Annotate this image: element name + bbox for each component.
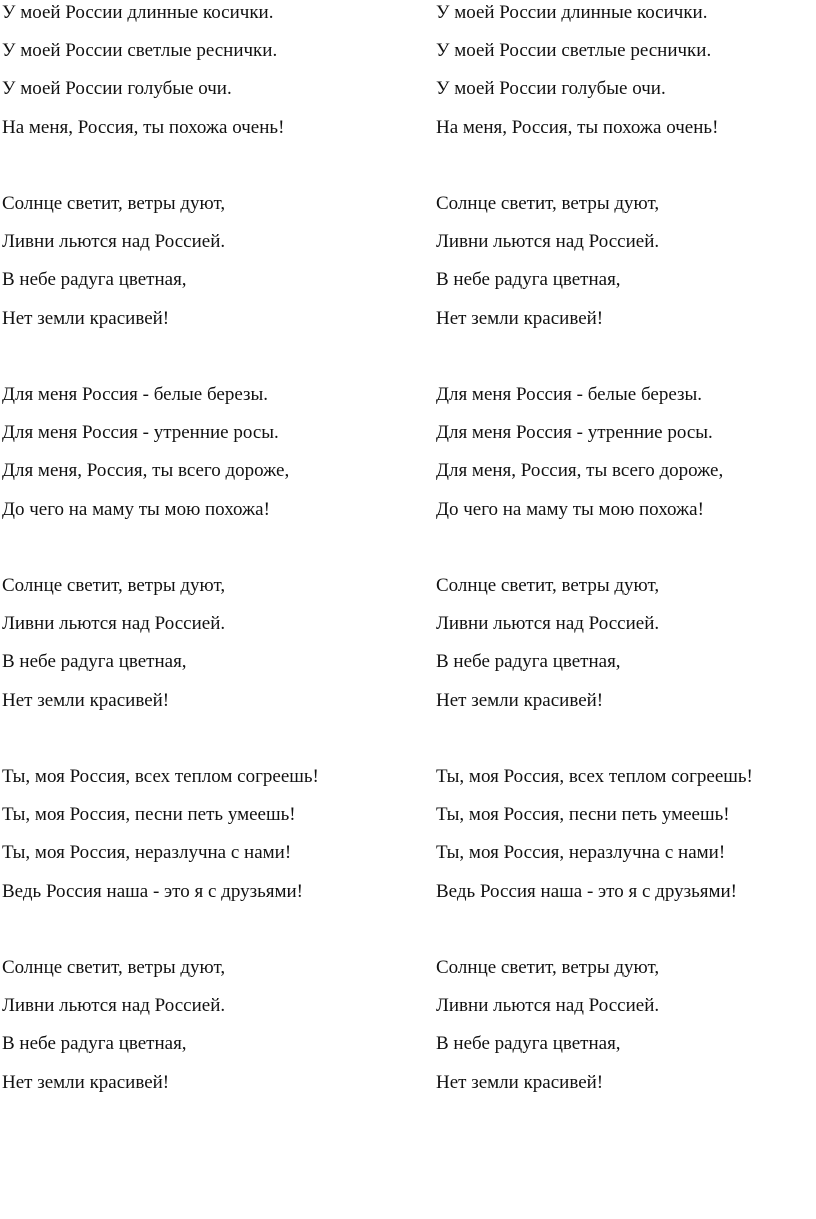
poem-line: В небе радуга цветная, (2, 651, 187, 673)
poem-line: Ливни льются над Россией. (2, 613, 226, 635)
poem-line: У моей России голубые очи. (2, 78, 232, 100)
poem-line: У моей России голубые очи. (436, 78, 666, 100)
poem-line: Солнце светит, ветры дуют, (436, 193, 660, 214)
poem-line: У моей России светлые реснички. (2, 40, 278, 62)
poem-line: Для меня, Россия, ты всего дороже, (436, 460, 724, 482)
poem-line: Для меня Россия - утренние росы. (2, 422, 279, 444)
poem-line: Нет земли красивей! (436, 1071, 604, 1093)
poem-line: У моей России длинные косички. (436, 2, 708, 23)
poem-line: Ты, моя Россия, всех теплом согреешь! (2, 766, 319, 787)
poem-line: Ливни льются над Россией. (436, 231, 660, 253)
poem-line: Для меня, Россия, ты всего дороже, (2, 460, 290, 482)
poem-line: Ты, моя Россия, неразлучна с нами! (2, 842, 292, 864)
poem-line: У моей России светлые реснички. (436, 40, 712, 62)
poem-line: Солнце светит, ветры дуют, (436, 575, 660, 596)
poem-line: Ты, моя Россия, всех теплом согреешь! (436, 766, 753, 787)
poem-line: Солнце светит, ветры дуют, (2, 957, 226, 978)
poem-line: В небе радуга цветная, (436, 269, 621, 291)
poem-line: Ты, моя Россия, неразлучна с нами! (436, 842, 726, 864)
poem-line: Для меня Россия - белые березы. (2, 384, 269, 405)
poem-line: Ведь Россия наша - это я с друзьями! (2, 880, 303, 902)
poem-line: Ты, моя Россия, песни петь умеешь! (2, 804, 296, 826)
poem-line: В небе радуга цветная, (436, 651, 621, 673)
poem-line: Ливни льются над Россией. (2, 995, 226, 1017)
poem-line: Солнце светит, ветры дуют, (436, 957, 660, 978)
poem-line: В небе радуга цветная, (2, 1033, 187, 1055)
poem-line: У моей России длинные косички. (2, 2, 274, 23)
poem-line: На меня, Россия, ты похожа очень! (2, 116, 285, 138)
poem-line: Для меня Россия - утренние росы. (436, 422, 713, 444)
poem-line: Ливни льются над Россией. (436, 613, 660, 635)
poem-line: Ты, моя Россия, песни петь умеешь! (436, 804, 730, 826)
poem-line: В небе радуга цветная, (436, 1033, 621, 1055)
poem-line: Ливни льются над Россией. (436, 995, 660, 1017)
poem-line: На меня, Россия, ты похожа очень! (436, 116, 719, 138)
poem-line: Нет земли красивей! (436, 689, 604, 711)
poem-line: Нет земли красивей! (2, 307, 170, 329)
poem-line: Для меня Россия - белые березы. (436, 384, 703, 405)
poem-line: Ливни льются над Россией. (2, 231, 226, 253)
poem-line: Солнце светит, ветры дуют, (2, 193, 226, 214)
poem-line: Нет земли красивей! (436, 307, 604, 329)
poem-line: До чего на маму ты мою похожа! (2, 498, 270, 520)
poem-line: Нет земли красивей! (2, 689, 170, 711)
poem-line: Нет земли красивей! (2, 1071, 170, 1093)
poem-line: Солнце светит, ветры дуют, (2, 575, 226, 596)
poem-line: Ведь Россия наша - это я с друзьями! (436, 880, 737, 902)
poem-line: До чего на маму ты мою похожа! (436, 498, 704, 520)
poem-line: В небе радуга цветная, (2, 269, 187, 291)
